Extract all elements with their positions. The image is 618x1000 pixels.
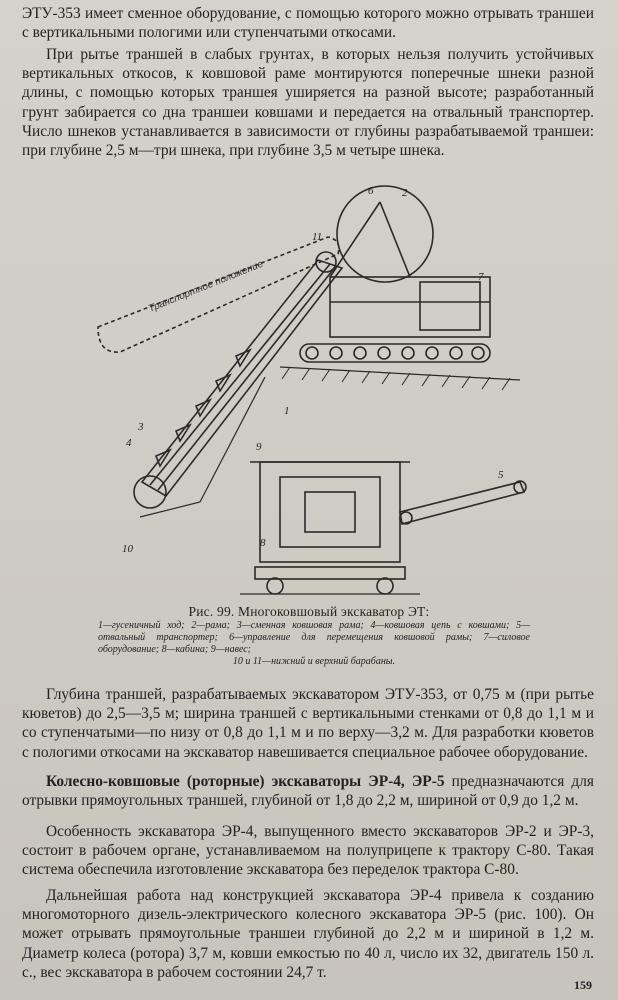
transport-position-label: Транспортное положение <box>147 258 265 315</box>
paragraph-1: ЭТУ-353 имеет сменное оборудование, с помощью которого можно отрывать траншеи с вертикальными пологими или ступенчатыми откосами. <box>22 5 594 42</box>
paragraph-2: При рытье траншей в слабых грунтах, в которых нельзя получить устойчивых вертикальных откосов, к ковшовой раме монтируются поперечные шнеки разной длины, с помощью которых траншея уширяется на разной высоте; разработанный грунт забирается со дна траншеи ковшами и передается на отвальный транспортер. Число шнеков устанавливается в зависимости от глубины разрабатываемой траншеи: при глубине 2,5 м—три шнека, при глубине 3,5 м четыре шнека. <box>22 46 594 160</box>
figure-label-7: 7 <box>478 271 484 283</box>
paragraph-3: Глубина траншей, разрабатываемых экскаватором ЭТУ-353, от 0,75 м (при рытье кюветов) до 2,5—3,5 м; ширина траншей с вертикальными стенками от 0,8 до 1,1 м и со ступенчатыми—по низу от 0,8 до 1,1 м и по верху—3,2 м. Для разработки кюветов с пологими откосами на экскаватор навешивается специальное рабочее оборудование. <box>22 686 594 761</box>
paragraph-5: Особенность экскаватора ЭР-4, выпущенного вместо экскаваторов ЭР-2 и ЭР-3, состоит в рабочем органе, устанавливаемом на полуприцепе к трактору С-80. Такая система обеспечила изготовление экскаватора без переделок трактора С-80. <box>22 823 594 879</box>
figure-caption-legend <box>98 620 530 668</box>
discharge-conveyor <box>400 482 524 524</box>
figure-label-2: 2 <box>402 187 408 199</box>
figure-legend-last-line: 10 и 11—нижний и верхний барабаны. <box>232 656 396 667</box>
paragraph-4 <box>22 772 594 810</box>
paragraph-4-heading: Колесно-ковшовые (роторные) экскаваторы ЭР-4, ЭР-5 <box>46 773 445 790</box>
figure-label-11: 11 <box>312 231 323 243</box>
page-number: 159 <box>574 978 592 992</box>
figure-label-3: 3 <box>138 421 144 433</box>
figure-legend-text: 1—гусеничный ход; 2—рама; 3—сменная ковшовая рама; 4—ковшовая цепь с ковшами; 5—отвальный транспортер; 6—управление для перемещения ковшовой рамы; 7—силовое оборудование; 8—кабина; 9—навес; <box>98 620 530 655</box>
lower-drum <box>134 476 166 508</box>
figure-label-5: 5 <box>498 469 504 481</box>
tractor-body <box>330 277 490 337</box>
figure-label-6: 6 <box>368 185 374 197</box>
excavator-figure <box>80 182 550 602</box>
figure-label-9: 9 <box>256 441 262 453</box>
upper-drum <box>337 186 433 282</box>
figure-label-1: 1 <box>284 405 290 417</box>
transport-outline <box>98 237 339 352</box>
figure-caption-title: Рис. 99. Многоковшовый экскаватор ЭТ: <box>188 604 430 619</box>
paragraph-4-body: предназначаются для отрывки прямоугольных траншей, глубиной от 1,8 до 2,2 м, шириной от 0,9 до 1,2 м. <box>22 773 594 810</box>
figure-label-10: 10 <box>122 543 133 555</box>
figure-label-8: 8 <box>260 537 266 549</box>
figure-label-4: 4 <box>126 437 132 449</box>
paragraph-6: Дальнейшая работа над конструкцией экскаватора ЭР-4 привела к созданию многомоторного дизель-электрического колесного экскаватора ЭР-5 (рис. 100). Он может отрывать прямоугольные траншеи глубиной до 2,2 м и шириной в 1,2 м. Диаметр колеса (ротора) 3,7 м, ковши емкостью по 40 л, число их 32, двигатель 150 л. с., вес экскаватора в рабочем состоянии 24,7 т. <box>22 887 594 981</box>
